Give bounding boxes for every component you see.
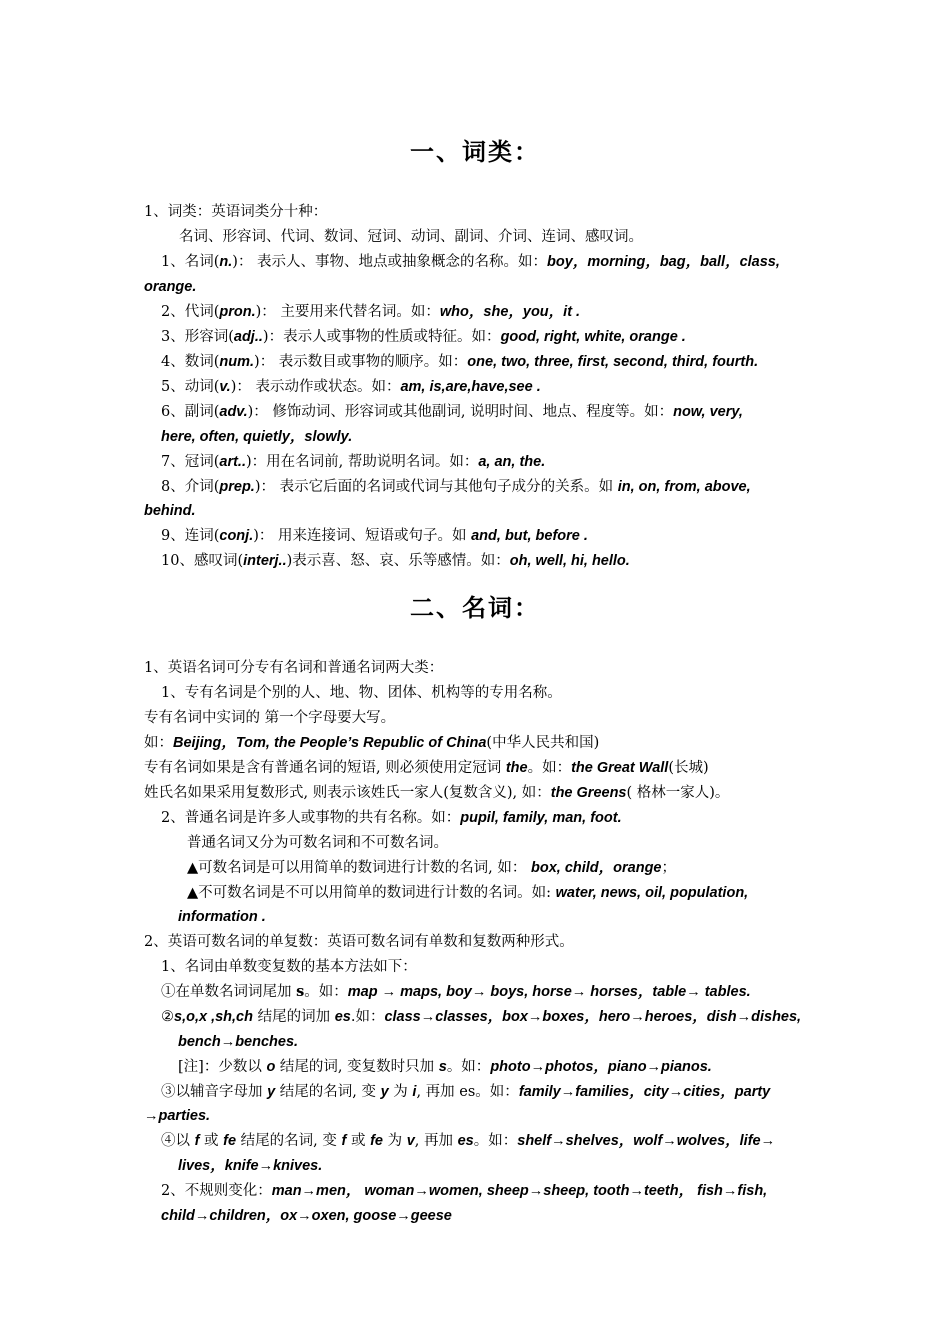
item-examples: who，she，you，it .	[439, 304, 581, 320]
text: 。如：	[304, 984, 348, 1000]
examples: photo→photos，piano→pianos.	[490, 1059, 712, 1075]
examples: class→classes，box→boxes，hero→heroes，dish→dishes,	[384, 1009, 802, 1025]
item-examples: good, right, white, orange .	[500, 329, 686, 345]
text: ③以辅音字母加	[161, 1084, 268, 1100]
item-abbr: pron.	[219, 304, 256, 320]
item-examples: in, on, from, above,	[617, 479, 751, 495]
text: ▲可数名词是可以用简单的数词进行计数的名词, 如：	[187, 860, 531, 876]
item-desc: )： 表示人、事物、地点或抽象概念的名称。如：	[232, 254, 548, 270]
text: 为	[382, 1133, 407, 1149]
text: ②	[161, 1009, 174, 1025]
item-desc: )：用在名词前, 帮助说明名词。如：	[245, 454, 479, 470]
examples: Beijing，Tom, the People’s Republic of China	[173, 735, 487, 751]
item-abbr: adv.	[219, 404, 248, 420]
text: .如：	[350, 1009, 385, 1025]
list-item	[161, 327, 686, 347]
text: v	[406, 1133, 415, 1149]
text: ▲不可数名词是不可以用简单的数词进行计数的名词。如:	[187, 885, 556, 901]
item-desc: )：表示人或事物的性质或特征。如：	[262, 329, 501, 345]
item-desc: )： 表示动作或状态。如：	[230, 379, 401, 395]
examples-cont: lives，knife→knives.	[178, 1158, 323, 1174]
paragraph	[161, 808, 622, 828]
text: 或	[346, 1133, 371, 1149]
text: fe	[370, 1133, 383, 1149]
examples: family→families，city→cities，party	[518, 1084, 771, 1100]
item-abbr: interj..	[243, 553, 287, 569]
text: [注]：少数以	[178, 1059, 267, 1075]
item-prefix: 10、感叹词(	[161, 553, 244, 569]
text: 2、不规则变化：	[161, 1183, 272, 1199]
item-abbr: n.	[219, 254, 233, 270]
paragraph: 2、英语可数名词的单复数：英语可数名词有单数和复数两种形式。	[144, 934, 574, 950]
list-item	[161, 526, 588, 546]
text: 2、普通名词是许多人或事物的共有名称。如：	[161, 810, 461, 826]
paragraph	[187, 858, 676, 878]
paragraph: 1、词类：英语词类分十种：	[144, 204, 328, 220]
text: 结尾的名词, 变	[275, 1084, 381, 1100]
list-item	[161, 551, 630, 571]
item-desc: )： 主要用来代替名词。如：	[255, 304, 440, 320]
text: s	[438, 1059, 447, 1075]
text: s	[296, 983, 305, 1000]
list-item	[161, 302, 580, 322]
item-examples: oh, well, hi, hello.	[509, 553, 630, 569]
paragraph	[178, 1057, 712, 1077]
text: (长城)	[668, 760, 709, 776]
item-prefix: 9、连词(	[161, 528, 220, 544]
paragraph	[161, 1082, 770, 1102]
item-examples: now, very,	[673, 404, 743, 420]
paragraph	[144, 733, 599, 753]
item-examples: am, is,are,have,see .	[400, 379, 541, 395]
text: 或	[199, 1133, 224, 1149]
text: 。如：	[473, 1133, 518, 1149]
item-desc: )： 表示数目或事物的顺序。如：	[254, 354, 468, 370]
examples: water, news, oil, population,	[555, 885, 749, 901]
examples: map → maps, boy→ boys, horse→ horses，table→ tables.	[347, 984, 751, 1000]
paragraph	[161, 1181, 767, 1201]
item-prefix: 1、名词(	[161, 254, 220, 270]
section-title-word-classes: 一、词类：	[410, 138, 540, 166]
text: 专有名词如果是含有普通名词的短语, 则必须使用定冠词	[144, 760, 506, 776]
text: , 再加	[414, 1133, 458, 1149]
text: y	[267, 1084, 276, 1100]
text: 结尾的名词, 变	[236, 1133, 342, 1149]
item-examples-cont: behind.	[144, 503, 196, 519]
item-prefix: 2、代词(	[161, 304, 220, 320]
paragraph: 1、名词由单数变复数的基本方法如下：	[161, 959, 417, 975]
text: 如：	[144, 735, 173, 751]
text: o	[266, 1059, 276, 1075]
item-examples: boy，morning，bag，ball，class,	[547, 254, 780, 270]
list-item	[161, 477, 751, 497]
item-prefix: 5、动词(	[161, 379, 220, 395]
item-examples-cont: orange.	[144, 279, 197, 295]
examples-cont: information .	[178, 909, 266, 925]
text: es	[334, 1009, 351, 1025]
list-item	[161, 352, 758, 372]
section-title-nouns: 二、名词：	[410, 594, 540, 622]
examples: pupil, family, man, foot.	[460, 810, 622, 826]
list-item	[161, 252, 780, 272]
item-examples: and, but, before .	[471, 528, 588, 544]
text: 姓氏名如果采用复数形式, 则表示该姓氏一家人(复数含义), 如：	[144, 785, 551, 801]
paragraph: 1、专有名词是个别的人、地、物、团体、机构等的专用名称。	[161, 685, 562, 701]
paragraph	[161, 982, 751, 1002]
text: i	[412, 1084, 417, 1100]
item-prefix: 3、形容词(	[161, 329, 234, 345]
paragraph: 名词、形容词、代词、数词、冠词、动词、副词、介词、连词、感叹词。	[179, 229, 643, 245]
text: , 再加 es。如：	[416, 1084, 519, 1100]
text: (中华人民共和国)	[486, 735, 600, 751]
paragraph	[187, 883, 748, 903]
examples: the	[505, 760, 528, 776]
text: 。如：	[446, 1059, 491, 1075]
list-item	[161, 377, 541, 397]
list-item	[161, 452, 545, 472]
paragraph: 普通名词又分为可数名词和不可数名词。	[187, 835, 448, 851]
text: y	[380, 1084, 389, 1100]
examples: the Greens	[550, 785, 627, 801]
text: 。如：	[527, 760, 572, 776]
item-abbr: art..	[219, 454, 246, 470]
item-desc: )： 表示它后面的名词或代词与其他句子成分的关系。如	[254, 479, 618, 495]
examples: shelf→shelves，wolf→wolves，life→	[517, 1133, 776, 1149]
list-item	[161, 402, 743, 422]
item-examples: a, an, the.	[478, 454, 546, 470]
text: ；	[661, 860, 676, 876]
examples: box, child，orange	[530, 860, 662, 876]
paragraph: 1、英语名词可分专有名词和普通名词两大类：	[144, 660, 444, 676]
text: es	[457, 1133, 474, 1149]
paragraph	[161, 1131, 775, 1151]
text: ④以	[161, 1133, 195, 1149]
item-desc: )表示喜、怒、哀、乐等感情。如：	[286, 553, 510, 569]
paragraph: 专有名词中实词的 第一个字母要大写。	[144, 710, 396, 726]
item-prefix: 6、副词(	[161, 404, 220, 420]
text: f	[341, 1133, 347, 1149]
text: 为	[388, 1084, 413, 1100]
text: fe	[223, 1133, 237, 1149]
item-abbr: conj.	[219, 528, 254, 544]
text: 结尾的词加	[252, 1009, 335, 1025]
item-abbr: num.	[219, 354, 255, 370]
text: ( 格林一家人)。	[626, 785, 730, 801]
item-abbr: v.	[219, 379, 231, 395]
item-examples: one, two, three, first, second, third, fourth.	[467, 354, 759, 370]
item-prefix: 7、冠词(	[161, 454, 220, 470]
item-desc: )： 用来连接词、短语或句子。如	[253, 528, 472, 544]
examples: the Great Wall	[571, 760, 669, 776]
text: 结尾的词, 变复数时只加	[275, 1059, 439, 1075]
paragraph	[144, 783, 729, 803]
examples-cont: child→children，ox→oxen, goose→geese	[161, 1208, 452, 1224]
paragraph	[144, 758, 709, 778]
item-desc: )： 修饰动词、形容词或其他副词, 说明时间、地点、程度等。如：	[247, 404, 674, 420]
item-prefix: 4、数词(	[161, 354, 220, 370]
item-examples-cont: here, often, quietly，slowly.	[161, 429, 353, 445]
item-prefix: 8、介词(	[161, 479, 220, 495]
examples: man→men， woman→women, sheep→sheep, tooth→teeth， fish→fish,	[271, 1183, 768, 1199]
text: f	[194, 1133, 200, 1149]
examples-cont: bench→benches.	[178, 1034, 299, 1050]
paragraph	[161, 1007, 801, 1027]
item-abbr: prep.	[219, 479, 255, 495]
examples-cont: →parties.	[144, 1108, 211, 1124]
text: ①在单数名词词尾加	[161, 984, 297, 1000]
examples: s,o,x ,sh,ch	[174, 1009, 253, 1025]
item-abbr: adj..	[233, 329, 263, 345]
